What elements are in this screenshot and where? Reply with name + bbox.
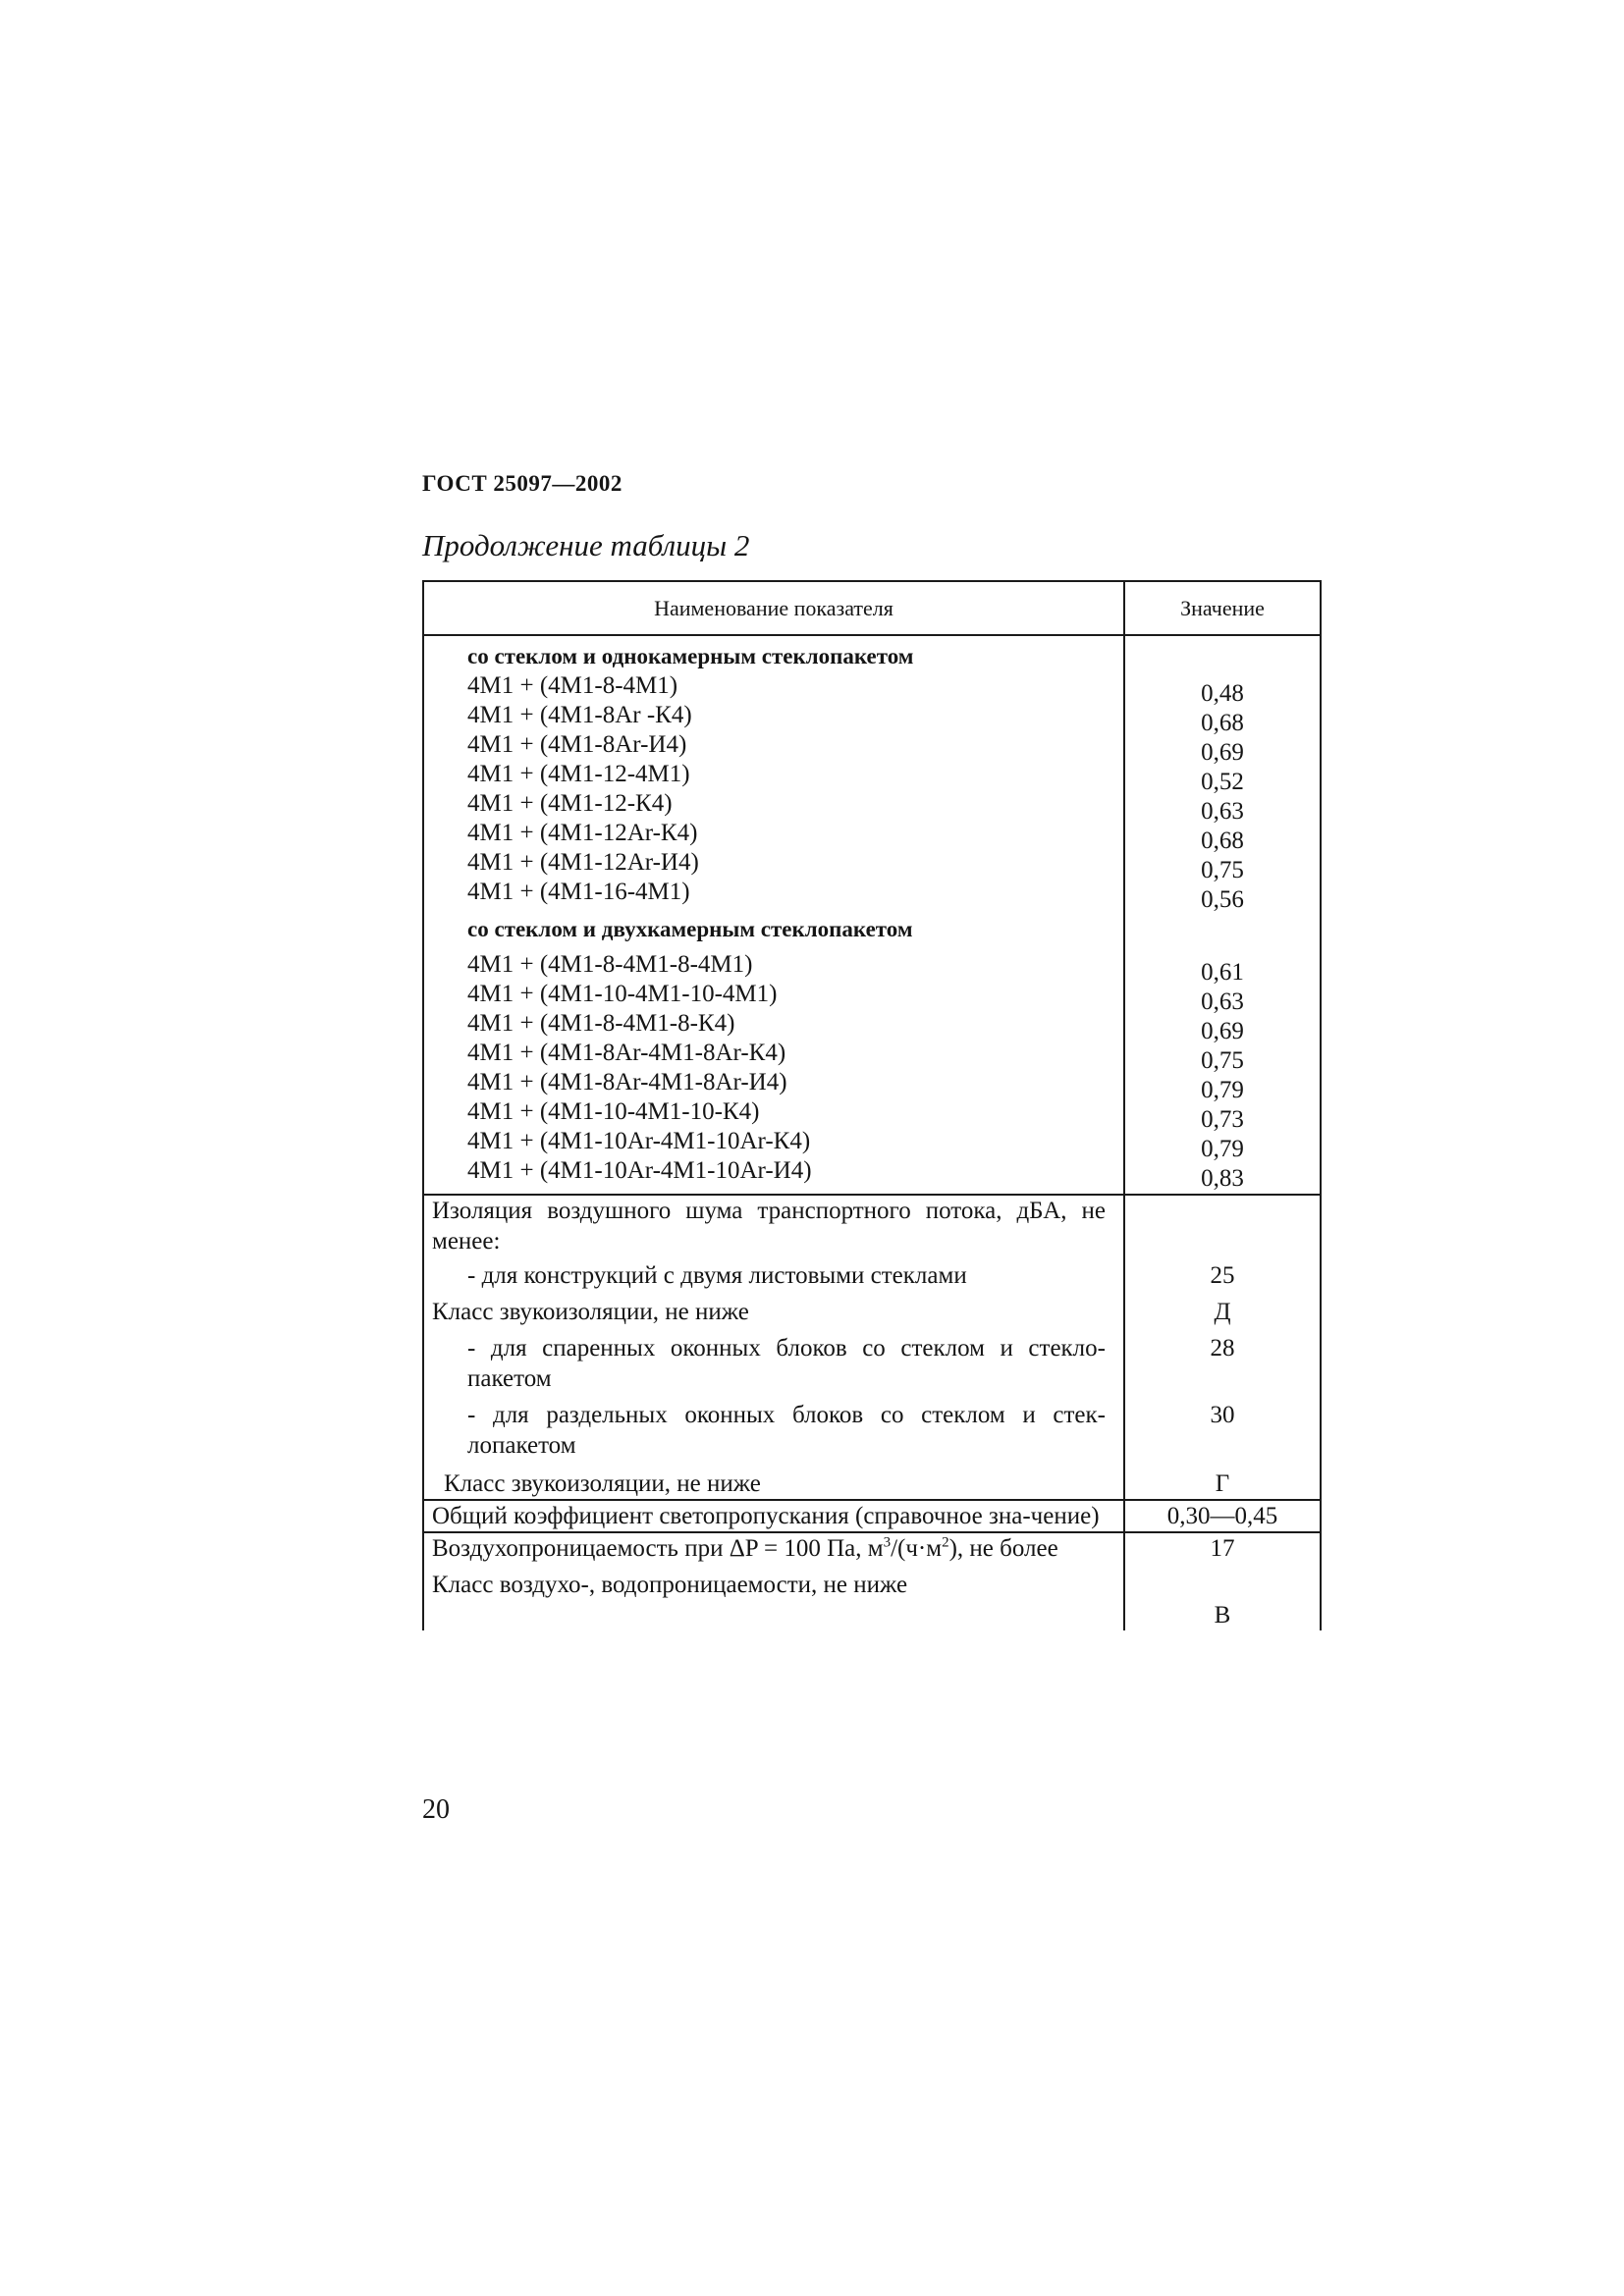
formula-row: 4М1 + (4М1-12-К4): [467, 790, 673, 817]
value-cell: 0,69: [1201, 1018, 1244, 1044]
formula-row: 4М1 + (4М1-8-4М1-8-4М1): [467, 951, 753, 978]
value-cell: 0,61: [1201, 959, 1244, 986]
air-permeability-text: [424, 1533, 1123, 1564]
value-cell: 0,48: [1201, 680, 1244, 707]
air-permeability-value: 17: [1210, 1535, 1235, 1562]
noise-class-value-2: Г: [1215, 1470, 1230, 1497]
formula-row: 4М1 + (4М1-8-4М1): [467, 672, 678, 699]
formula-row: 4М1 + (4М1-8Аr-4М1-8Аr-К4): [467, 1040, 786, 1066]
glazing-cell-names: [423, 635, 1124, 1195]
noise-class-value-1: Д: [1214, 1299, 1231, 1325]
formula-row: 4М1 + (4М1-8Аr-И4): [467, 731, 687, 758]
table-header-row: [423, 581, 1321, 635]
light-transmission-value: 0,30—0,45: [1166, 1503, 1278, 1529]
air-text-c: ), не более: [948, 1535, 1058, 1562]
formula-row: 4М1 + (4М1-8Аr-4М1-8Аr-И4): [467, 1069, 787, 1095]
column-header-name: Наименование показателя: [423, 581, 1124, 635]
formula-row: 4М1 + (4М1-16-4М1): [467, 879, 690, 905]
value-cell: 0,68: [1201, 828, 1244, 854]
air-class-value: В: [1214, 1602, 1231, 1629]
value-cell: 0,79: [1201, 1077, 1244, 1103]
formula-row: 4М1 + (4М1-10-4М1-10-К4): [467, 1098, 760, 1125]
column-header-value: Значение: [1124, 581, 1321, 635]
light-transmission-group: [423, 1500, 1321, 1532]
value-cell: 0,52: [1201, 769, 1244, 795]
formula-row: 4М1 + (4М1-8Аr -К4): [467, 702, 692, 728]
air-text-b: /(ч·м: [891, 1535, 943, 1562]
air-cell-values: [1124, 1532, 1321, 1630]
air-class-text: Класс воздухо-, водопроницаемости, не ниже: [432, 1572, 908, 1598]
formula-row: 4М1 + (4М1-12-4М1): [467, 761, 690, 787]
group-title-double-chamber: со стеклом и двухкамерным стеклопакетом: [467, 917, 913, 941]
value-cell: 0,63: [1201, 988, 1244, 1015]
value-cell: 0,83: [1201, 1165, 1244, 1192]
properties-table: [422, 580, 1322, 1630]
superscript-3: 3: [883, 1534, 892, 1551]
noise-cell-text: [423, 1195, 1124, 1500]
value-cell: 0,63: [1201, 798, 1244, 825]
noise-insulation-group: [423, 1195, 1321, 1500]
air-cell-text: [423, 1532, 1124, 1630]
group-title-single-chamber: со стеклом и однокамерным стеклопакетом: [467, 644, 914, 668]
value-cell: 0,75: [1201, 857, 1244, 883]
value-cell: 0,73: [1201, 1106, 1244, 1133]
spacer: [1125, 915, 1320, 958]
noise-title: Изоляция воздушного шума транспортного потока, дБА, не менее:: [432, 1198, 1106, 1255]
formula-row: 4М1 + (4М1-10Аr-4М1-10Аr-К4): [467, 1128, 811, 1154]
value-cell: 0,75: [1201, 1047, 1244, 1074]
value-cell: 0,68: [1201, 710, 1244, 736]
page-number: 20: [422, 1794, 450, 1825]
document-code: ГОСТ 25097—2002: [422, 471, 623, 496]
table-caption: Продолжение таблицы 2: [422, 528, 750, 562]
formula-row: 4М1 + (4М1-10-4М1-10-4М1): [467, 981, 778, 1007]
noise-item-separate: - для раздельных оконных блоков со стеклом и стек-лопакетом: [467, 1402, 1106, 1459]
noise-value-25: 25: [1210, 1262, 1235, 1289]
glazing-group: [423, 635, 1321, 1195]
formula-row: 4М1 + (4М1-8-4М1-8-К4): [467, 1010, 735, 1037]
noise-class-1: Класс звукоизоляции, не ниже: [432, 1299, 749, 1325]
spacer: [1125, 1196, 1320, 1260]
formula-row: 4М1 + (4М1-12Аr-К4): [467, 820, 698, 846]
light-transmission-text: Общий коэффициент светопропускания (справочное зна-чение): [432, 1503, 1100, 1529]
noise-cell-values: [1124, 1195, 1321, 1500]
formula-row: 4М1 + (4М1-10Аr-4М1-10Аr-И4): [467, 1157, 812, 1184]
glazing-cell-values: [1124, 635, 1321, 1195]
air-text-a: Воздухопроницаемость при ΔP = 100 Па, м: [432, 1535, 884, 1562]
superscript-2: 2: [942, 1534, 949, 1551]
value-cell: 0,79: [1201, 1136, 1244, 1162]
noise-item-paired: - для спаренных оконных блоков со стеклом и стекло-пакетом: [467, 1335, 1106, 1392]
light-cell-text: [423, 1500, 1124, 1532]
formula-row: 4М1 + (4М1-12Аr-И4): [467, 849, 699, 876]
noise-class-2: Класс звукоизоляции, не ниже: [444, 1470, 761, 1497]
air-permeability-group: [423, 1532, 1321, 1630]
value-cell: 0,69: [1201, 739, 1244, 766]
noise-value-30: 30: [1210, 1402, 1235, 1428]
light-cell-value: [1124, 1500, 1321, 1532]
noise-value-28: 28: [1210, 1335, 1235, 1362]
noise-item-two-sheet: - для конструкций с двумя листовыми стеклами: [467, 1262, 967, 1289]
spacer: [1125, 636, 1320, 679]
value-cell: 0,56: [1201, 886, 1244, 913]
